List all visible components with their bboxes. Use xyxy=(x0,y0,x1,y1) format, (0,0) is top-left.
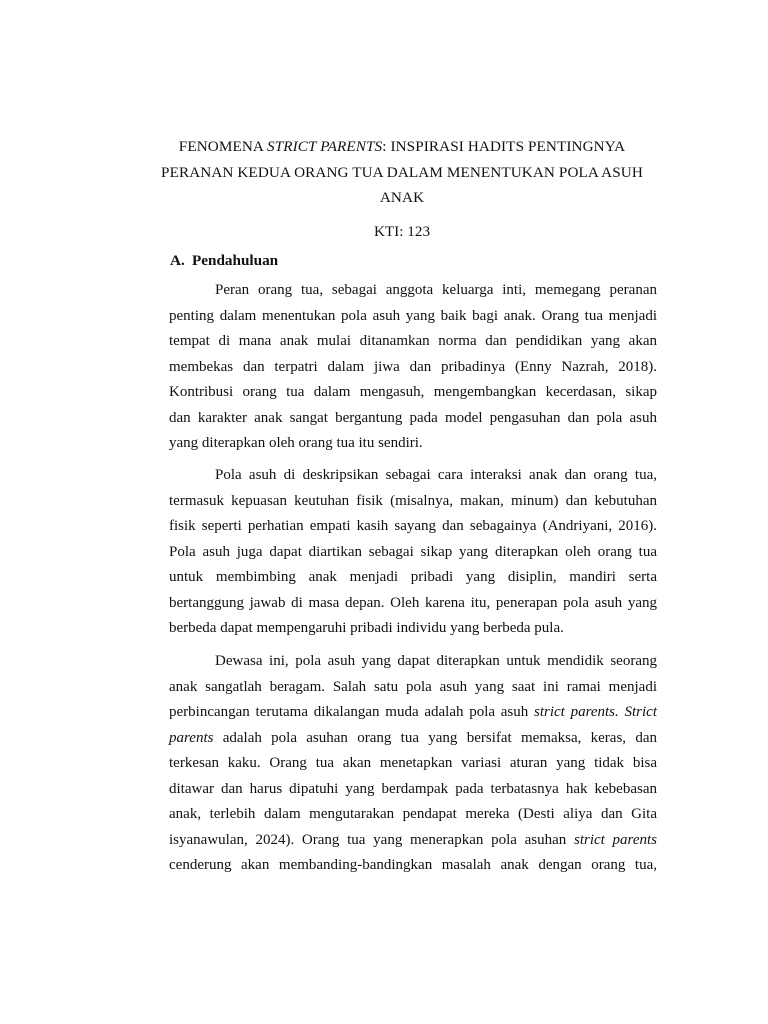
paragraph-line xyxy=(169,828,657,854)
paragraph-text: isyanawulan, 2024). Orang tua yang menerapkan pola asuhan xyxy=(169,831,574,848)
section-heading xyxy=(170,248,278,274)
paragraph-line: Kontribusi orang tua dalam mengasuh, mengembangkan kecerdasan, sikap xyxy=(169,384,657,400)
paragraph-line: dan karakter anak sangat bergantung pada model pengasuhan dan pola asuh xyxy=(169,409,657,426)
paragraph-line: Pola asuh juga dapat diartikan sebagai sikap yang diterapkan oleh orang tua xyxy=(169,543,657,560)
kti-number: KTI: 123 xyxy=(373,223,431,240)
paragraph-line: Pola asuh di deskripsikan sebagai cara interaksi anak dan orang tua, xyxy=(215,467,657,483)
title-line-2: PERANAN KEDUA ORANG TUA DALAM MENENTUKAN POLA ASUH xyxy=(161,163,643,181)
paragraph-line xyxy=(169,700,657,726)
paragraph-italic-text: strict parents. Strict xyxy=(534,704,657,720)
paragraph-line: cenderung akan membanding-bandingkan masalah anak dengan orang tua, xyxy=(169,857,657,873)
paragraph-line: fisik seperti perhatian empati kasih sayang dan sebagainya (Andriyani, 2016). xyxy=(169,518,657,534)
section-number: A. xyxy=(170,252,185,269)
paragraph-line: anak sangatlah beragam. Salah satu pola asuh yang saat ini ramai menjadi xyxy=(169,678,657,695)
paragraph-text: adalah pola asuhan orang tua yang bersifat memaksa, keras, dan xyxy=(213,729,657,746)
title-line-1-italic: STRICT PARENTS xyxy=(267,138,383,155)
title-line-1 xyxy=(140,134,664,160)
document-title xyxy=(140,134,664,211)
paragraph-line: untuk membimbing anak menjadi pribadi yang disiplin, mandiri serta xyxy=(169,569,657,585)
paragraph-line: membekas dan terpatri dalam jiwa dan pribadinya (Enny Nazrah, 2018). xyxy=(169,358,657,375)
paragraph-italic-text: strict parents xyxy=(574,831,658,848)
paragraph-line: anak, terlebih dalam mengutarakan pendapat mereka (Desti aliya dan Gita xyxy=(169,806,657,822)
paragraph-1 xyxy=(169,278,657,457)
paragraph-3 xyxy=(169,649,657,879)
paragraph-line: bertanggung jawab di masa depan. Oleh karena itu, penerapan pola asuh yang xyxy=(169,594,657,611)
title-line-1-suffix: : INSPIRASI HADITS PENTINGNYA xyxy=(382,138,626,155)
paragraph-line: tempat di mana anak mulai ditanamkan norma dan pendidikan yang akan xyxy=(169,333,657,349)
title-line-3: ANAK xyxy=(379,189,425,206)
title-line-1-prefix: FENOMENA xyxy=(178,138,268,155)
section-label: Pendahuluan xyxy=(192,252,279,269)
paragraph-line: Dewasa ini, pola asuh yang dapat diterapkan untuk mendidik seorang xyxy=(215,653,657,669)
paragraph-line: Peran orang tua, sebagai anggota keluarga inti, memegang peranan xyxy=(215,282,657,298)
paragraph-line: yang diterapkan oleh orang tua itu sendiri. xyxy=(169,435,423,451)
paragraph-2 xyxy=(169,463,657,642)
paragraph-line xyxy=(169,726,657,752)
paragraph-italic-text: parents xyxy=(169,729,214,746)
paragraph-text: perbincangan terutama dikalangan muda adalah pola asuh xyxy=(169,704,534,720)
paragraph-line: berbeda dapat mempengaruhi pribadi individu yang berbeda pula. xyxy=(169,620,564,636)
paragraph-line: penting dalam menentukan pola asuh yang baik bagi anak. Orang tua menjadi xyxy=(169,307,657,324)
paragraph-line: termasuk kepuasan keutuhan fisik (misalnya, makan, minum) dan kebutuhan xyxy=(169,492,657,509)
paragraph-line: ditawar dan harus dipatuhi yang berdampak pada terbatasnya hak kebebasan xyxy=(169,780,657,797)
paragraph-line: terkesan kaku. Orang tua akan menetapkan variasi aturan yang tidak bisa xyxy=(169,755,657,771)
